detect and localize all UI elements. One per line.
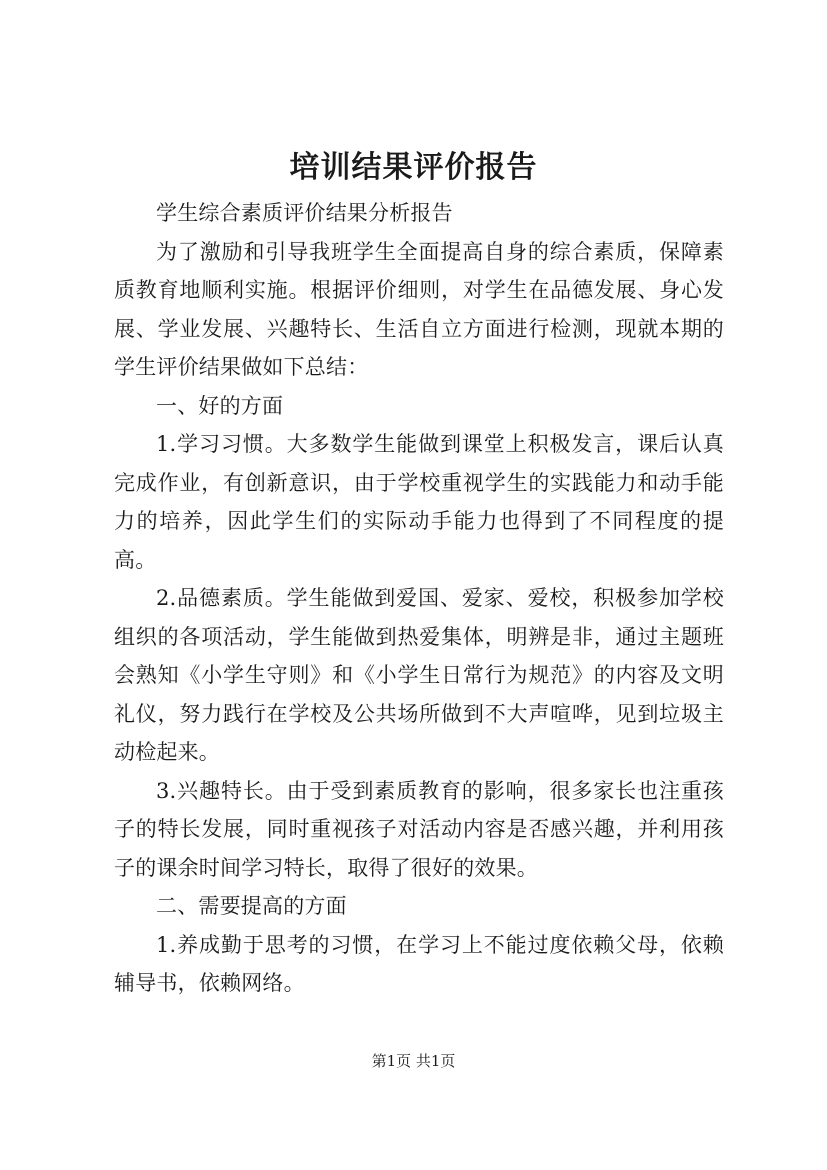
section-heading-improve: 二、需要提高的方面 xyxy=(156,894,347,918)
paragraph-interests: 3.兴趣特长。由于受到素质教育的影响，很多家长也注重孩子的特长发展，同时重视孩子对活动内容是否感兴趣，并利用孩子的课余时间学习特长，取得了很好的效果。 xyxy=(114,778,724,880)
page-number-footer: 第1页 共1页 xyxy=(371,1052,456,1070)
paragraph-subtitle: 学生综合素质评价结果分析报告 xyxy=(156,201,453,225)
paragraph-study-habits: 1.学习习惯。大多数学生能做到课堂上积极发言，课后认真完成作业，有创新意识，由于学校重视学生的实践能力和动手能力的培养，因此学生们的实际动手能力也得到了不同程度的提高。 xyxy=(114,432,724,572)
paragraph-intro: 为了激励和引导我班学生全面提高自身的综合素质，保障素质教育地顺利实施。根据评价细则，对学生在品德发展、身心发展、学业发展、兴趣特长、生活自立方面进行检测，现就本期的学生评价结果做如下总结： xyxy=(114,239,724,379)
paragraph-moral-quality: 2.品德素质。学生能做到爱国、爱家、爱校，积极参加学校组织的各项活动，学生能做到热爱集体，明辨是非，通过主题班会熟知《小学生守则》和《小学生日常行为规范》的内容及文明礼仪，努力践行在学校及公共场所做到不大声喧哗，见到垃圾主动检起来。 xyxy=(114,586,724,764)
paragraph-thinking-habit: 1.养成勤于思考的习惯，在学习上不能过度依赖父母，依赖辅导书，依赖网络。 xyxy=(114,932,724,995)
document-title: 培训结果评价报告 xyxy=(289,150,538,185)
section-heading-good: 一、好的方面 xyxy=(156,393,284,418)
document-body xyxy=(114,194,724,1003)
